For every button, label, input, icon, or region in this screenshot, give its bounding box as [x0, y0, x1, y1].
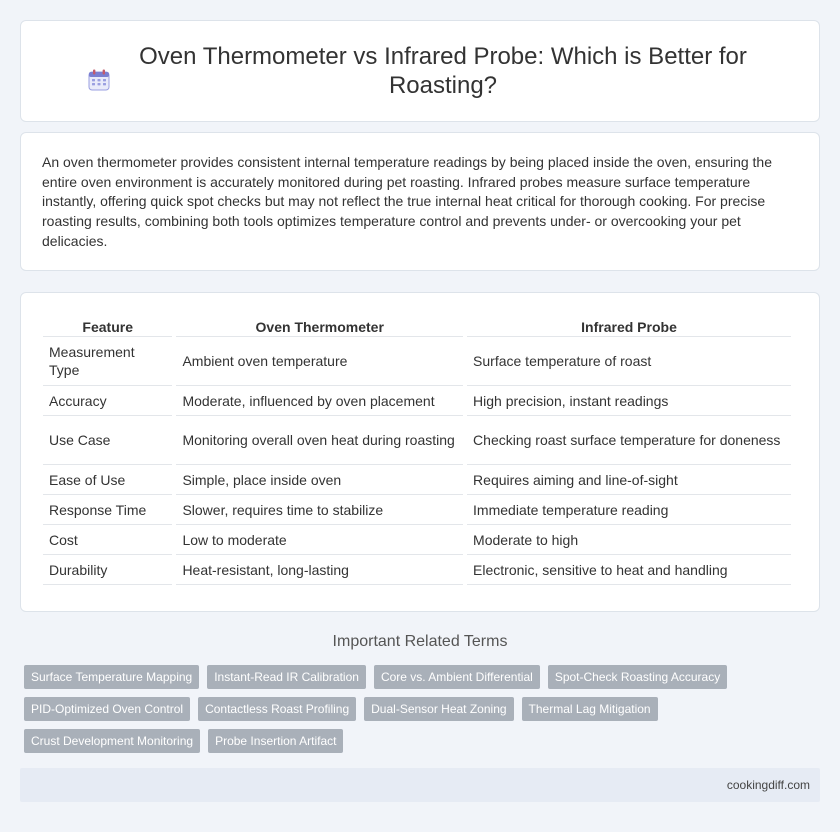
table-row: [43, 495, 791, 525]
row-oven-value: Heat-resistant, long-lasting: [176, 555, 463, 585]
row-probe-value: High precision, instant readings: [467, 386, 791, 416]
term-tag[interactable]: PID-Optimized Oven Control: [24, 697, 190, 721]
row-feature: Cost: [43, 525, 172, 555]
term-tag[interactable]: Surface Temperature Mapping: [24, 665, 199, 689]
row-feature: Durability: [43, 555, 172, 585]
intro-card: [20, 132, 820, 271]
table-row: [43, 386, 791, 416]
row-feature: Measurement Type: [43, 337, 172, 386]
title-wrap: [87, 42, 753, 100]
table-row: [43, 416, 791, 465]
term-tag[interactable]: Crust Development Monitoring: [24, 729, 200, 753]
term-tag[interactable]: Core vs. Ambient Differential: [374, 665, 540, 689]
header-oven-thermometer: Oven Thermometer: [176, 317, 463, 337]
page-title: Oven Thermometer vs Infrared Probe: Which is Better for Roasting?: [139, 43, 747, 99]
table-row: [43, 337, 791, 386]
table-row: [43, 465, 791, 495]
table-header-row: [43, 317, 791, 337]
row-oven-value: Ambient oven temperature: [176, 337, 463, 386]
row-probe-value: Electronic, sensitive to heat and handling: [467, 555, 791, 585]
title-card: [20, 20, 820, 122]
row-oven-value: Slower, requires time to stabilize: [176, 495, 463, 525]
related-terms-tags: [24, 665, 820, 761]
intro-paragraph: An oven thermometer provides consistent internal temperature readings by being placed inside the oven, ensuring the entire oven environment is accurately monitored during pet roasting. Infrared probes measure surface temperature instantly, offering quick spot checks but may not reflect the true internal heat critical for thorough cooking. For precise roasting results, combining both tools optimizes temperature control and prevents under- or overcooking your pet delicacies.: [42, 154, 772, 249]
term-tag[interactable]: Dual-Sensor Heat Zoning: [364, 697, 513, 721]
table-row: [43, 555, 791, 585]
row-probe-value: Moderate to high: [467, 525, 791, 555]
row-feature: Ease of Use: [43, 465, 172, 495]
table-row: [43, 525, 791, 555]
row-oven-value: Low to moderate: [176, 525, 463, 555]
row-probe-value: Requires aiming and line-of-sight: [467, 465, 791, 495]
row-probe-value: Surface temperature of roast: [467, 337, 791, 386]
row-oven-value: Monitoring overall oven heat during roasting: [176, 416, 463, 465]
row-feature: Response Time: [43, 495, 172, 525]
row-feature: Use Case: [43, 416, 172, 465]
header-feature: Feature: [43, 317, 172, 337]
comparison-table: [39, 317, 795, 585]
row-probe-value: Immediate temperature reading: [467, 495, 791, 525]
row-oven-value: Moderate, influenced by oven placement: [176, 386, 463, 416]
header-infrared-probe: Infrared Probe: [467, 317, 791, 337]
term-tag[interactable]: Probe Insertion Artifact: [208, 729, 343, 753]
term-tag[interactable]: Contactless Roast Profiling: [198, 697, 356, 721]
row-feature: Accuracy: [43, 386, 172, 416]
footer: [20, 768, 820, 802]
calendar-icon: [87, 68, 111, 92]
related-terms-heading: Important Related Terms: [332, 633, 508, 650]
comparison-card: [20, 292, 820, 612]
term-tag[interactable]: Thermal Lag Mitigation: [522, 697, 658, 721]
footer-site-link[interactable]: cookingdiff.com: [726, 778, 810, 792]
row-oven-value: Simple, place inside oven: [176, 465, 463, 495]
term-tag[interactable]: Instant-Read IR Calibration: [207, 665, 366, 689]
term-tag[interactable]: Spot-Check Roasting Accuracy: [548, 665, 727, 689]
row-probe-value: Checking roast surface temperature for doneness: [467, 416, 791, 465]
